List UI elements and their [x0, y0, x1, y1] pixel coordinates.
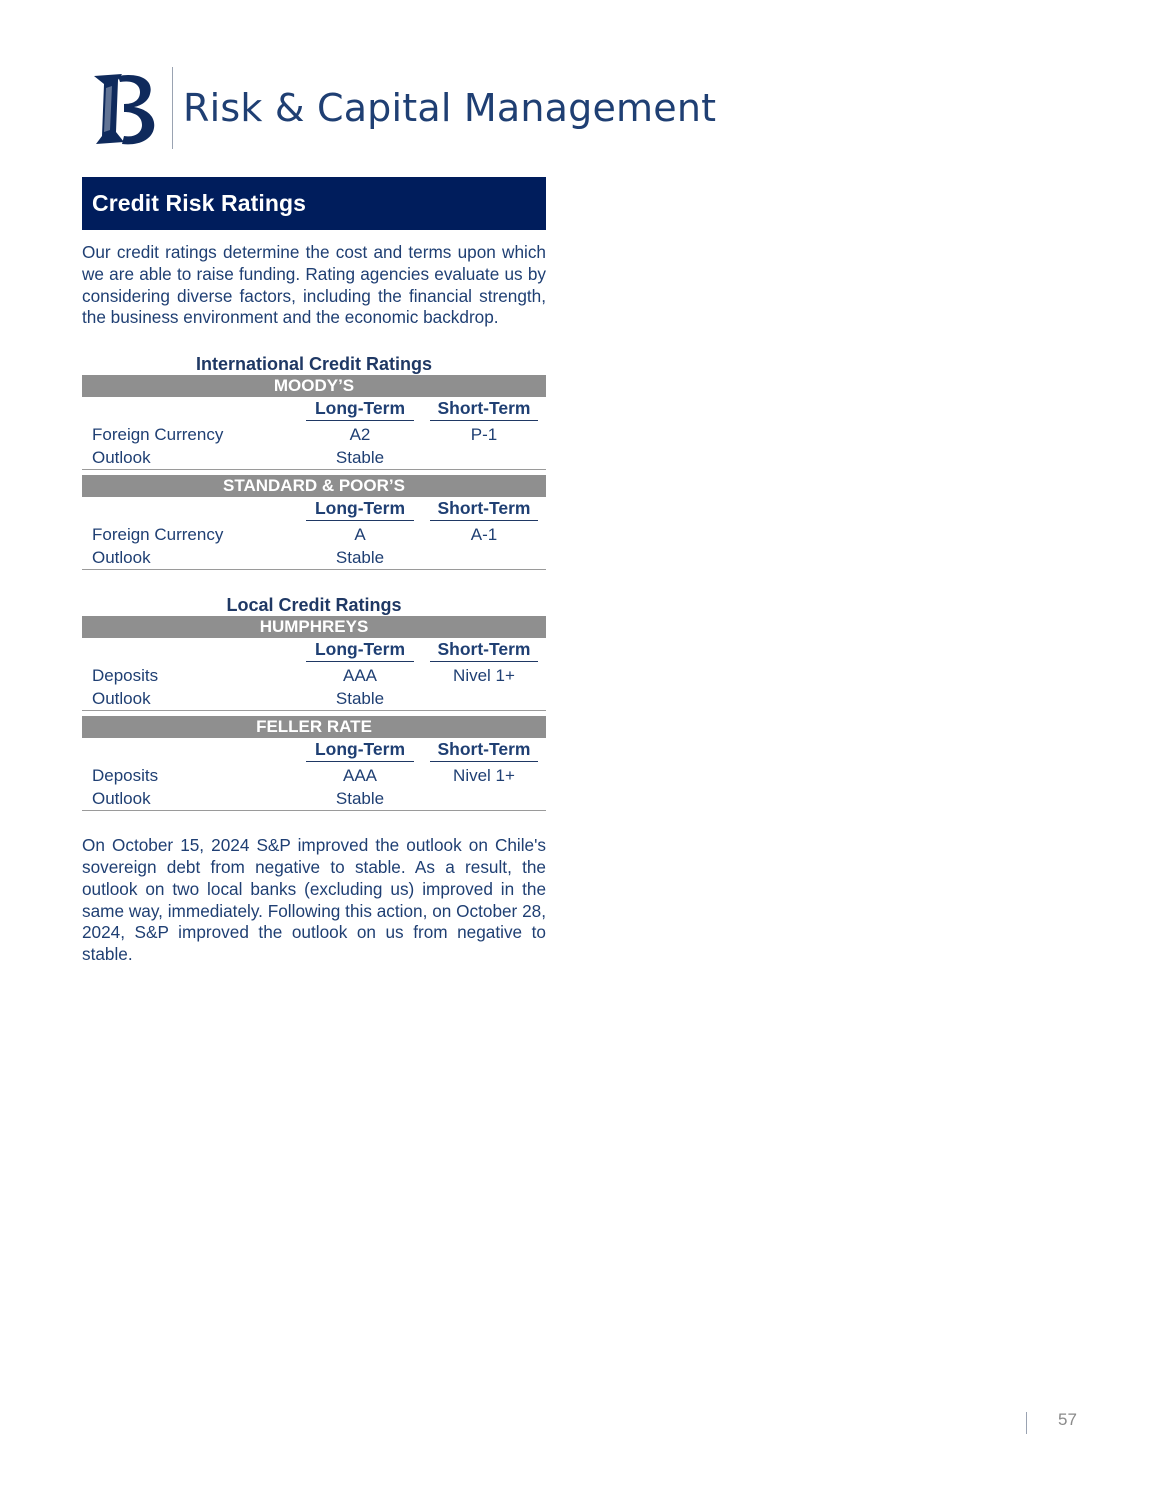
page-title: Risk & Capital Management	[183, 86, 717, 130]
table-row	[82, 687, 546, 711]
long-term-value: AAA	[342, 766, 378, 786]
short-term-header: Short-Term	[430, 397, 538, 421]
row-label: Foreign Currency	[92, 425, 224, 445]
short-term-header: Short-Term	[430, 638, 538, 662]
sp-header-row	[82, 497, 546, 523]
table-row	[82, 764, 546, 787]
table-row	[82, 423, 546, 446]
long-term-value: Stable	[335, 448, 385, 468]
international-ratings-title: International Credit Ratings	[195, 354, 433, 375]
short-term-value	[422, 446, 546, 469]
credit-risk-section	[82, 177, 546, 966]
short-term-value: A-1	[470, 525, 498, 545]
long-term-header: Long-Term	[306, 638, 414, 662]
local-ratings-title: Local Credit Ratings	[226, 595, 402, 616]
row-label: Outlook	[92, 448, 151, 468]
table-row	[82, 446, 546, 470]
table-row	[82, 523, 546, 546]
sp-agency-bar: STANDARD & POOR’S	[82, 475, 546, 497]
bank-monogram-logo	[88, 70, 158, 146]
short-term-value	[422, 546, 546, 569]
intro-paragraph: Our credit ratings determine the cost and terms upon which we are able to raise funding. Rating agencies evaluate us by considering diverse factors, including the financial strength, the business environment and the economic backdrop.	[82, 242, 546, 328]
page-header	[88, 64, 716, 152]
long-term-value: Stable	[335, 689, 385, 709]
header-divider	[172, 67, 173, 149]
long-term-value: Stable	[335, 789, 385, 809]
long-term-value: A2	[349, 425, 371, 445]
footer-divider	[1026, 1412, 1027, 1434]
long-term-value: Stable	[335, 548, 385, 568]
long-term-value: AAA	[342, 666, 378, 686]
row-label: Outlook	[92, 789, 151, 809]
short-term-header: Short-Term	[430, 738, 538, 762]
short-term-value: P-1	[470, 425, 498, 445]
short-term-header: Short-Term	[430, 497, 538, 521]
row-label: Deposits	[92, 666, 159, 686]
short-term-value	[422, 787, 546, 810]
table-row	[82, 664, 546, 687]
row-label: Foreign Currency	[92, 525, 224, 545]
long-term-value: A	[354, 525, 366, 545]
moodys-header-row	[82, 397, 546, 423]
page-number: 57	[1058, 1410, 1077, 1429]
outlook-note-paragraph: On October 15, 2024 S&P improved the outlook on Chile's sovereign debt from negative to stable. As a result, the outlook on two local banks (excluding us) improved in the same way, immediately. Following this action, on October 28, 2024, S&P improved the outlook on us from negative to stable.	[82, 835, 546, 965]
long-term-header: Long-Term	[306, 397, 414, 421]
moodys-agency-bar: MOODY’S	[82, 375, 546, 397]
long-term-header: Long-Term	[306, 497, 414, 521]
humphreys-header-row	[82, 638, 546, 664]
short-term-value: Nivel 1+	[453, 766, 515, 786]
feller-header-row	[82, 738, 546, 764]
table-row	[82, 787, 546, 811]
row-label: Deposits	[92, 766, 159, 786]
long-term-header: Long-Term	[306, 738, 414, 762]
feller-agency-bar: FELLER RATE	[82, 716, 546, 738]
humphreys-agency-bar: HUMPHREYS	[82, 616, 546, 638]
row-label: Outlook	[92, 548, 151, 568]
short-term-value	[422, 687, 546, 710]
row-label: Outlook	[92, 689, 151, 709]
short-term-value: Nivel 1+	[453, 666, 515, 686]
section-title: Credit Risk Ratings	[82, 177, 546, 230]
table-row	[82, 546, 546, 570]
